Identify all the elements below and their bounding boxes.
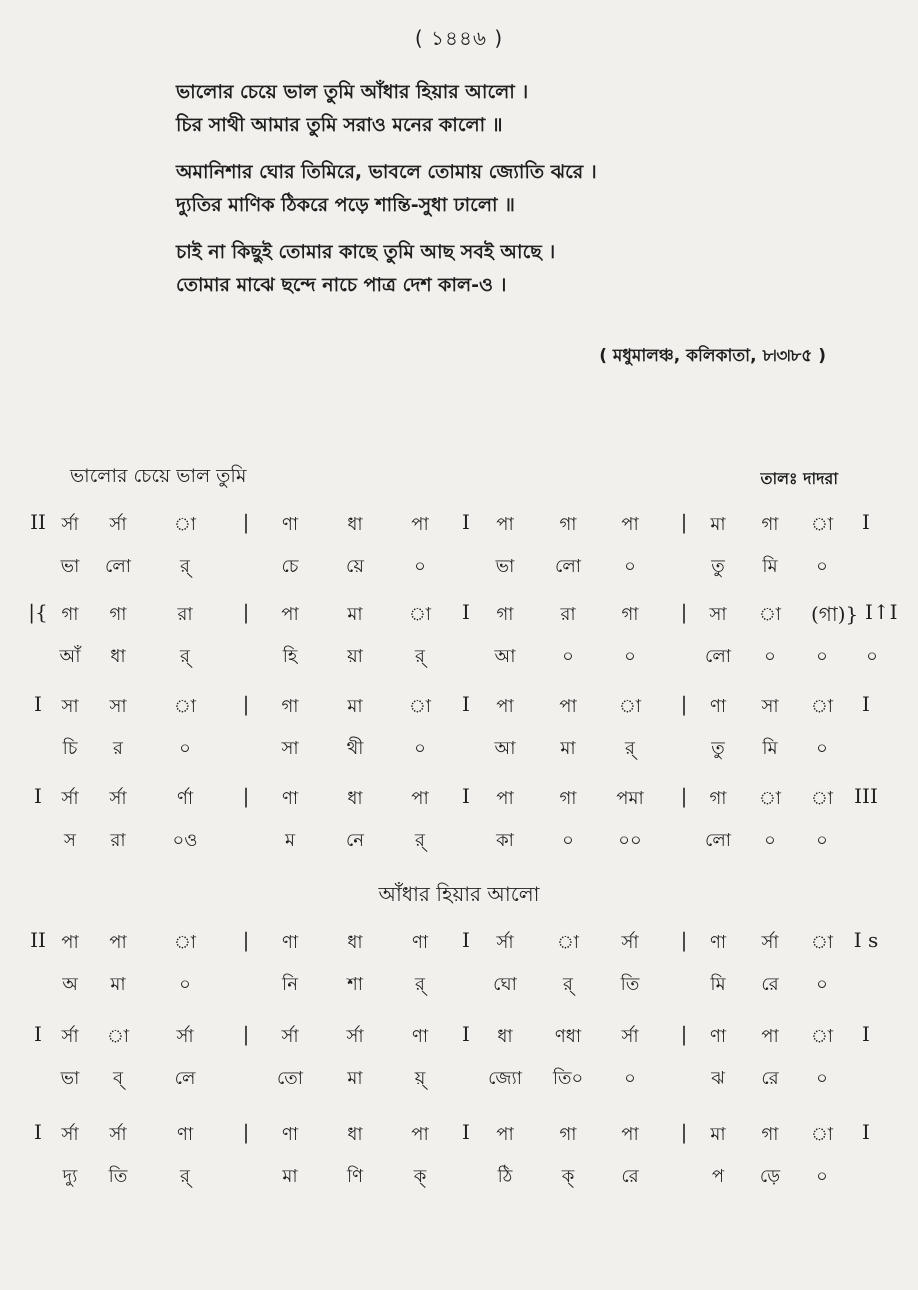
lyric-syllable: ০ (179, 738, 191, 759)
swara-note: গা (496, 604, 514, 625)
bar-line: I (862, 1022, 870, 1046)
swara-note: গা (761, 514, 779, 535)
bar-line: | (680, 510, 688, 534)
swara-note: মা (347, 696, 363, 717)
swara-note: গা (281, 696, 299, 717)
bar-line: I (462, 692, 470, 716)
bar-line: | (242, 1022, 250, 1046)
lyric-syllable: ০ (414, 738, 426, 759)
notation-row (0, 600, 918, 700)
lyric-syllable: র্ (180, 1166, 190, 1187)
lyric-syllable: ০০ (618, 830, 642, 851)
swara-note: রা (560, 604, 576, 625)
lyric-syllable: ণি (346, 1166, 364, 1187)
lyric-syllable: ম (285, 830, 295, 851)
bar-line: | (680, 600, 688, 624)
swara-note: পা (496, 1124, 514, 1145)
swara-note: গা (761, 1124, 779, 1145)
notation-row (0, 928, 918, 1028)
bar-line: I (462, 1120, 470, 1144)
lyric-syllable: ০ও (172, 830, 198, 851)
bar-line: | (680, 928, 688, 952)
lyric-syllable: আ (494, 646, 516, 667)
lyric-syllable: স (64, 830, 76, 851)
lyric-line: অমানিশার ঘোর তিমিরে, ভাবলে তোমায় জ্যোতি ঝরে । (176, 161, 597, 183)
swara-note: ণা (709, 696, 727, 717)
swara-note: পা (109, 932, 127, 953)
lyric-syllable: চি (62, 738, 78, 759)
lyric-syllable: ক্ (413, 1166, 427, 1187)
lyric-syllable: ০ (764, 646, 776, 667)
bar-line: I (34, 1022, 42, 1046)
bar-line: II (30, 928, 46, 952)
lyric-syllable: ০ (816, 1068, 828, 1089)
swara-note: র্সা (621, 932, 639, 953)
lyric-syllable: ০ (562, 646, 574, 667)
lyric-syllable: আ (494, 738, 516, 759)
swara-note: ধা (497, 1026, 513, 1047)
lyric-syllable: নি (282, 974, 298, 995)
notation-row (0, 510, 918, 610)
lyric-syllable: র্ (180, 646, 190, 667)
swara-note: ণা (709, 932, 727, 953)
lyric-syllable: য়া (347, 646, 363, 667)
swara-note: া (408, 604, 432, 625)
citation: ( মধুমালঞ্চ, কলিকাতা, ৮৷৩৷৮৫ ) (599, 346, 826, 366)
lyric-syllable: লো (555, 556, 581, 577)
swara-note: র্সা (281, 1026, 299, 1047)
bar-line: | (242, 784, 250, 808)
lyric-syllable: ০ (624, 646, 636, 667)
bar-line: I (462, 600, 470, 624)
bar-line: I (34, 784, 42, 808)
swara-note: মা (347, 604, 363, 625)
lyric-line: চির সাথী আমার তুমি সরাও মনের কালো ॥ (176, 114, 503, 136)
swara-note: মা (710, 1124, 726, 1145)
swara-note: পা (559, 696, 577, 717)
lyric-syllable: মি (762, 556, 778, 577)
swara-note: র্সা (346, 1026, 364, 1047)
lyric-syllable: ঘো (493, 974, 517, 995)
lyric-syllable: ব্ (112, 1068, 124, 1089)
swara-note: পমা (616, 788, 644, 809)
swara-note: পা (61, 932, 79, 953)
swara-note: ণা (281, 1124, 299, 1145)
bar-line: | (680, 1120, 688, 1144)
swara-note: পা (496, 696, 514, 717)
swara-note: া (810, 1124, 834, 1145)
lyric-syllable: ভা (60, 556, 80, 577)
notation-row (0, 1022, 918, 1122)
bar-line: I s (853, 928, 879, 952)
swara-note: ণধা (554, 1026, 582, 1047)
swara-note: পা (281, 604, 299, 625)
notation-row (0, 692, 918, 792)
swara-note: পা (411, 788, 429, 809)
lyric-syllable: ০ (816, 974, 828, 995)
swara-note: ণা (709, 1026, 727, 1047)
bar-line: | (242, 510, 250, 534)
notation-row (0, 784, 918, 884)
swara-note: র্ণা (176, 788, 194, 809)
lyric-syllable: দ্যু (62, 1166, 78, 1187)
lyric-syllable: ০ (624, 556, 636, 577)
swara-note: ণা (281, 932, 299, 953)
swara-note: া (810, 1026, 834, 1047)
lyric-syllable: মি (762, 738, 778, 759)
swara-note: র্সা (621, 1026, 639, 1047)
lyric-syllable: তি (620, 974, 640, 995)
lyric-syllable: তি (108, 1166, 128, 1187)
lyric-syllable: র্ (415, 974, 425, 995)
song-lyrics (176, 76, 816, 316)
bar-line: | (242, 600, 250, 624)
lyric-syllable: লো (105, 556, 131, 577)
lyric-syllable: অ (62, 974, 78, 995)
lyric-syllable: মা (110, 974, 126, 995)
swara-note: গা (559, 1124, 577, 1145)
bar-line: | (680, 784, 688, 808)
swara-note: া (810, 696, 834, 717)
swara-note: া (618, 696, 642, 717)
swara-note: র্সা (109, 514, 127, 535)
lyric-syllable: মি (710, 974, 726, 995)
lyric-syllable: রে (761, 1068, 779, 1089)
lyric-syllable: আঁ (59, 646, 81, 667)
bar-line: I (34, 1120, 42, 1144)
lyric-syllable: র্ (415, 830, 425, 851)
lyric-syllable: ভা (495, 556, 515, 577)
lyric-syllable: জ্যো (488, 1068, 522, 1089)
lyric-syllable: ০ (816, 830, 828, 851)
swara-note: র্সা (61, 788, 79, 809)
bar-line: I (34, 692, 42, 716)
bar-line: I (462, 1022, 470, 1046)
swara-note: া (758, 788, 782, 809)
swara-note: ধা (347, 788, 363, 809)
lyric-syllable: লো (705, 830, 731, 851)
lyric-stanza (176, 76, 816, 142)
lyric-line: দ্যুতির মাণিক ঠিকরে পড়ে শান্তি-সুধা ঢালো ॥ (176, 194, 515, 216)
lyric-syllable: র্ (563, 974, 573, 995)
swara-note: গা (559, 788, 577, 809)
lyric-syllable: রে (621, 1166, 639, 1187)
lyric-syllable: সা (281, 738, 299, 759)
lyric-stanza (176, 236, 816, 302)
swara-note: র্সা (761, 932, 779, 953)
swara-note: পা (496, 788, 514, 809)
lyric-syllable: লে (174, 1068, 196, 1089)
lyric-syllable: তো (276, 1068, 304, 1089)
bar-line: I (462, 784, 470, 808)
lyric-syllable: ০ (816, 646, 828, 667)
swara-note: ণা (411, 1026, 429, 1047)
page-number: ( ১৪৪৬ ) (414, 26, 504, 50)
bar-line: | (242, 928, 250, 952)
lyric-syllable: র (113, 738, 123, 759)
swara-note: ধা (347, 932, 363, 953)
swara-note: র্সা (176, 1026, 194, 1047)
notation-row (0, 1120, 918, 1220)
lyric-syllable: ধা (110, 646, 126, 667)
swara-note: পা (621, 1124, 639, 1145)
lyric-line: ভালোর চেয়ে ভাল তুমি আঁধার হিয়ার আলো । (176, 81, 529, 103)
swara-note: মা (710, 514, 726, 535)
swara-note: া (408, 696, 432, 717)
lyric-syllable: মা (347, 1068, 363, 1089)
swara-note: ণা (281, 514, 299, 535)
lyric-syllable: মা (282, 1166, 298, 1187)
bar-line: I (862, 510, 870, 534)
lyric-syllable: থী (346, 738, 364, 759)
swara-note: সা (109, 696, 127, 717)
lyric-syllable: ভা (60, 1068, 80, 1089)
swara-note: র্সা (61, 1026, 79, 1047)
swara-note: ণা (281, 788, 299, 809)
lyric-syllable: ০ (816, 1166, 828, 1187)
swara-note: ধা (347, 514, 363, 535)
lyric-syllable: তু (711, 556, 725, 577)
lyric-syllable: রে (761, 974, 779, 995)
lyric-syllable: ঝ (711, 1068, 725, 1089)
swara-note: া (106, 1026, 130, 1047)
swara-note: র্সা (109, 1124, 127, 1145)
lyric-syllable: ক্ (561, 1166, 575, 1187)
swara-note: া (556, 932, 580, 953)
lyric-syllable: ঠি (497, 1166, 513, 1187)
lyric-syllable: ০ (624, 1068, 636, 1089)
bar-line: I (862, 1120, 870, 1144)
swara-note: ধা (347, 1124, 363, 1145)
swara-note: পা (761, 1026, 779, 1047)
lyric-syllable: রা (110, 830, 126, 851)
lyric-stanza (176, 156, 816, 222)
bar-line: II (30, 510, 46, 534)
bar-line: | (242, 1120, 250, 1144)
bar-line: I (862, 692, 870, 716)
swara-note: র্সা (496, 932, 514, 953)
swara-note: সা (709, 604, 727, 625)
lyric-syllable: র্ (180, 556, 190, 577)
tala-label: তালঃ দাদরা (760, 469, 838, 488)
swara-note: র্সা (61, 514, 79, 535)
lyric-syllable: শা (347, 974, 363, 995)
swara-note: পা (496, 514, 514, 535)
lyric-syllable: প (711, 1166, 725, 1187)
lyric-syllable: র্ (625, 738, 635, 759)
swara-note: সা (761, 696, 779, 717)
lyric-syllable: ০ (562, 830, 574, 851)
bar-line: I (462, 510, 470, 534)
swara-note: া (758, 604, 782, 625)
swara-note: পা (411, 1124, 429, 1145)
lyric-line: তোমার মাঝে ছন্দে নাচে পাত্র দেশ কাল-ও । (176, 274, 507, 296)
lyric-syllable: মা (560, 738, 576, 759)
lyric-syllable: র্ (415, 646, 425, 667)
lyric-syllable: চে (281, 556, 299, 577)
lyric-syllable: কা (496, 830, 514, 851)
swara-note: া (173, 932, 197, 953)
swara-note: া (173, 696, 197, 717)
swara-note: গা (709, 788, 727, 809)
lyric-syllable: য়ে (346, 556, 364, 577)
lyric-syllable: তি০ (552, 1068, 584, 1089)
lyric-syllable: ড়ে (759, 1166, 781, 1187)
lyric-syllable: য়্ (414, 1068, 426, 1089)
lyric-syllable: নে (345, 830, 365, 851)
lyric-syllable: ০ (866, 646, 878, 667)
swara-note: গা (559, 514, 577, 535)
lyric-syllable: ০ (764, 830, 776, 851)
lyric-syllable: হি (282, 646, 298, 667)
swara-note: া (810, 932, 834, 953)
swara-note: ণা (411, 932, 429, 953)
bar-line: |{ (28, 600, 48, 624)
swara-note: পা (411, 514, 429, 535)
bar-line: (গা)} (811, 602, 859, 626)
bar-line: I↑I (865, 600, 898, 624)
bar-line: III (854, 784, 878, 808)
bar-line: | (680, 1022, 688, 1046)
swara-note: রা (177, 604, 193, 625)
section-title: আঁধার হিয়ার আলো (378, 882, 540, 906)
lyric-syllable: ০ (816, 556, 828, 577)
swara-note: গা (109, 604, 127, 625)
swara-note: পা (621, 514, 639, 535)
lyric-syllable: ০ (414, 556, 426, 577)
lyric-syllable: ০ (816, 738, 828, 759)
bar-line: | (680, 692, 688, 716)
swara-note: া (173, 514, 197, 535)
lyric-line: চাই না কিছুই তোমার কাছে তুমি আছ সবই আছে । (176, 241, 556, 263)
bar-line: | (242, 692, 250, 716)
swara-note: গা (61, 604, 79, 625)
lyric-syllable: ০ (179, 974, 191, 995)
swara-note: গা (621, 604, 639, 625)
swara-note: া (810, 788, 834, 809)
notation-title: ভালোর চেয়ে ভাল তুমি (70, 465, 247, 487)
lyric-syllable: লো (705, 646, 731, 667)
swara-note: ণা (176, 1124, 194, 1145)
swara-note: া (810, 514, 834, 535)
swara-note: র্সা (61, 1124, 79, 1145)
swara-note: র্সা (109, 788, 127, 809)
lyric-syllable: তু (711, 738, 725, 759)
bar-line: I (462, 928, 470, 952)
swara-note: সা (61, 696, 79, 717)
